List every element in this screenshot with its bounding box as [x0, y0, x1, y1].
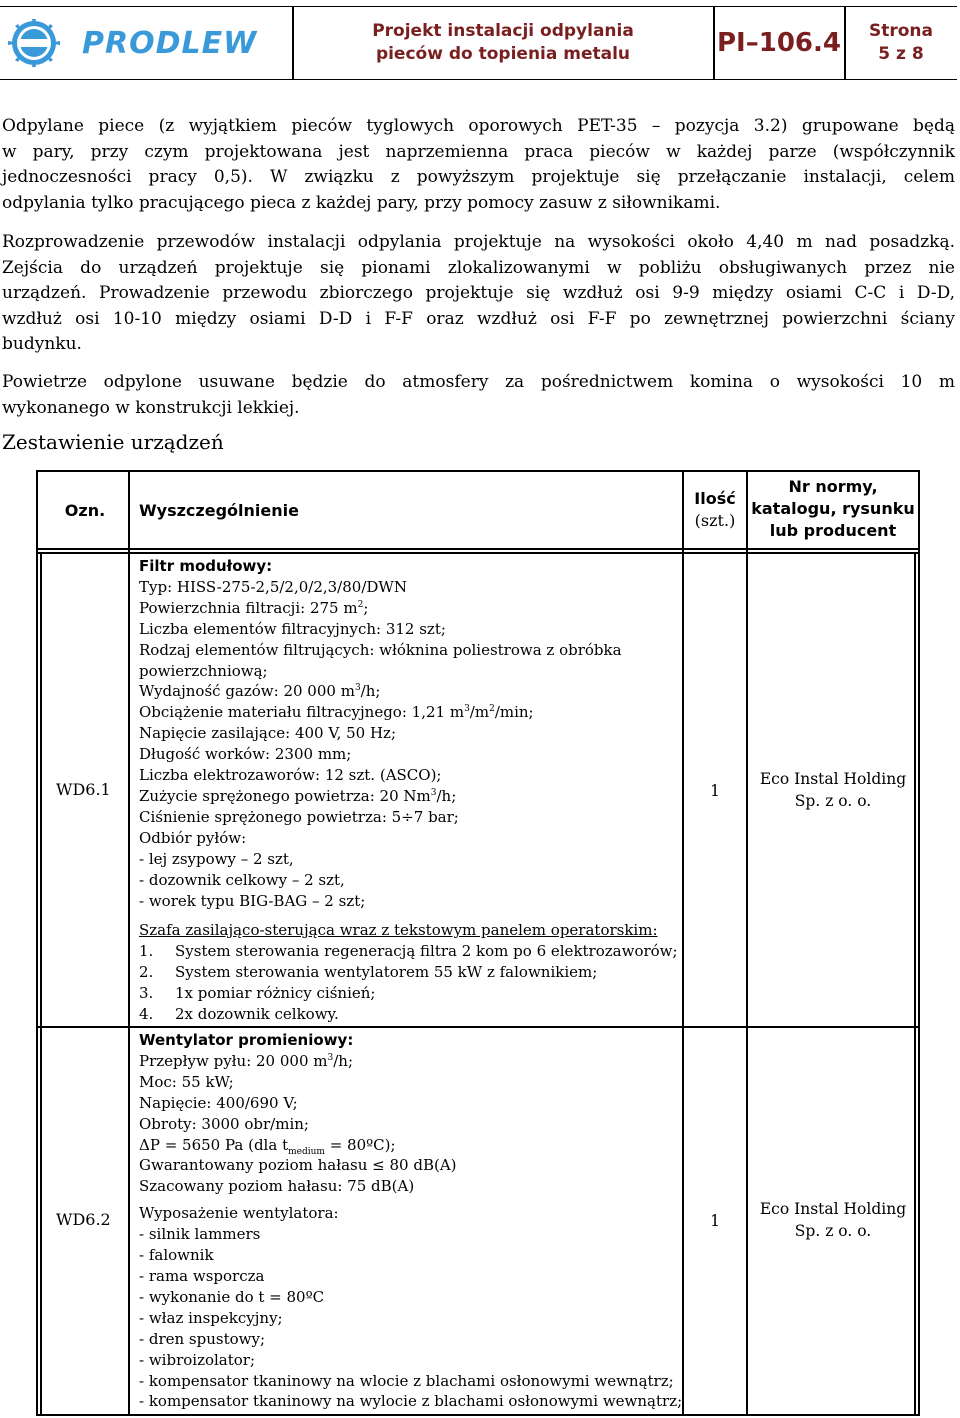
- list-number: 4.: [139, 1005, 154, 1024]
- row-ozn: WD6.2: [56, 1210, 111, 1229]
- spec-line: Przepływ pyłu: 20 000 $m^3/h$;: [139, 1051, 354, 1070]
- page-header: [0, 6, 957, 80]
- list-item: [139, 1004, 684, 1025]
- spec-line: powierzchniową;: [139, 661, 268, 680]
- text-line: urządzeń. Prowadzenie przewodu zbiorczego projektuje się wzdłuż osi 9-9 między osiami C-C i D-D,: [2, 283, 955, 303]
- equipment-line: - silnik lammers: [139, 1225, 261, 1244]
- spec-line: Długość worków: 2300 mm;: [139, 745, 352, 764]
- producer-line2: Sp. z o. o.: [794, 1222, 872, 1240]
- item-title: Wentylator promieniowy:: [139, 1031, 354, 1049]
- spec-line: Zużycie sprężonego powietrza: 20 Nm$^3$/h;: [139, 786, 457, 805]
- equipment-line: - kompensator tkaninowy na wlocie z blachami osłonowymi wewnątrz;: [139, 1371, 674, 1390]
- page-label: Strona: [868, 21, 933, 41]
- row-description: [139, 1030, 684, 1412]
- list-item: [139, 941, 684, 962]
- row-quantity: 1: [710, 782, 720, 800]
- text-line: wykonanego w konstrukcji lekkiej.: [2, 397, 300, 418]
- paragraph-3: [2, 370, 955, 421]
- list-text: System sterowania wentylatorem 55 kW z falownikiem;: [175, 963, 598, 982]
- spec-line: Szacowany poziom hałasu: 75 dB(A): [139, 1177, 415, 1196]
- page-value: 5 z 8: [878, 44, 924, 64]
- project-title: [293, 7, 713, 79]
- text-line: w pary, przy czym projektowana jest naprzemienna praca pieców w każdej parze (współczynnik: [2, 141, 955, 162]
- text-line: wzdłuż osi 10-10 między osiami D-D i F-F oraz wzdłuż osi F-F po zewnętrznej powierzchni ściany: [2, 308, 955, 329]
- header-norm-line2: katalogu, rysunku: [751, 499, 915, 518]
- spec-line: [139, 1135, 684, 1156]
- header-norm: [748, 476, 918, 542]
- spec-line: Rodzaj elementów filtrujących: włóknina poliestrowa z obróbka: [139, 640, 622, 659]
- spec-line: - worek typu BIG-BAG – 2 szt;: [139, 891, 366, 910]
- spec-line: Ciśnienie sprężonego powietrza: 5÷7 bar;: [139, 807, 459, 826]
- list-text: System sterowania regeneracją filtra 2 kom po 6 elektrozaworów;: [175, 942, 678, 961]
- spec-line: Napięcie: 400/690 V;: [139, 1093, 298, 1112]
- spec-line: Gwarantowany poziom hałasu ≤ 80 dB(A): [139, 1156, 457, 1175]
- control-list: [139, 941, 684, 1025]
- header-quantity-line2: (szt.): [694, 511, 736, 530]
- item-title: Filtr modułowy:: [139, 557, 273, 575]
- list-text: 2x dozownik celkowy.: [175, 1005, 339, 1024]
- equipment-line: - dren spustowy;: [139, 1329, 265, 1348]
- header-quantity-line1: Ilość: [694, 489, 736, 508]
- spec-line: Wydajność gazów: 20 000 $m^3/h$;: [139, 682, 381, 701]
- sub-title: Szafa zasilająco-sterująca wraz z tekstowym panelem operatorskim:: [139, 921, 658, 940]
- equipment-line: - wykonanie do t = 80ºC: [139, 1287, 325, 1306]
- spec-line: Powierzchnia filtracji: 275 $m^2$;: [139, 598, 369, 617]
- text-line: Odpylane piece (z wyjątkiem pieców tyglowych oporowych PET-35 – pozycja 3.2) grupowane będą: [2, 116, 955, 136]
- logo-badge-icon: [6, 17, 62, 69]
- list-number: 3.: [139, 984, 154, 1003]
- dp-text: ΔP = 5650 Pa (dla t: [139, 1135, 289, 1154]
- project-title-line2: pieców do topienia metalu: [375, 44, 631, 64]
- equipment-line: - falownik: [139, 1246, 214, 1265]
- header-quantity: [684, 488, 746, 532]
- logo-text: PRODLEW: [82, 25, 258, 61]
- spec-line: Napięcie zasilające: 400 V, 50 Hz;: [139, 724, 396, 743]
- equipment-line: - rama wsporcza: [139, 1266, 265, 1285]
- equipment-line: - kompensator tkaninowy na wylocie z blachami osłonowymi wewnątrz;: [139, 1392, 683, 1411]
- text-line: Rozprowadzenie przewodów instalacji odpylania projektuje na wysokości około 4,40 m nad posadzką.: [2, 232, 955, 252]
- list-number: 2.: [139, 963, 154, 982]
- row-producer: [748, 1198, 918, 1242]
- spec-line: Obroty: 3000 obr/min;: [139, 1114, 309, 1133]
- spec-line: - dozownik celkowy – 2 szt,: [139, 870, 345, 889]
- spec-line: Moc: 55 kW;: [139, 1072, 234, 1091]
- equipment-line: - wibroizolator;: [139, 1350, 256, 1369]
- sub-title: Wyposażenie wentylatora:: [139, 1204, 339, 1223]
- producer-line1: Eco Instal Holding: [759, 770, 907, 788]
- spec-line: Liczba elementów filtracyjnych: 312 szt;: [139, 619, 446, 638]
- list-number: 1.: [139, 942, 154, 961]
- row-description: [139, 556, 684, 1025]
- spec-line: Typ: HISS-275-2,5/2,0/2,3/80/DWN: [139, 577, 407, 596]
- header-norm-line1: Nr normy,: [788, 477, 878, 496]
- list-text: 1x pomiar różnicy ciśnień;: [175, 984, 376, 1003]
- dp-subscript: medium: [288, 1146, 325, 1157]
- paragraph-1: [2, 114, 955, 216]
- company-logo: [0, 7, 292, 79]
- list-item: [139, 983, 684, 1004]
- spec-line: Obciążenie materiału filtracyjnego: 1,21 $m^3/m^2/\min$;: [139, 703, 534, 722]
- producer-line1: Eco Instal Holding: [759, 1200, 907, 1218]
- text-line: jednoczesności pracy 0,5). W związku z powyższym projektuje się przełączanie instalacji, celem: [2, 167, 955, 187]
- text-line: odpylania tylko pracującego pieca z każdej pary, przy pomocy zasuw z siłownikami.: [2, 192, 721, 213]
- row-ozn: WD6.1: [56, 780, 111, 799]
- header-description: Wyszczególnienie: [139, 501, 299, 520]
- row-quantity: 1: [710, 1212, 720, 1230]
- text-line: Powietrze odpylone usuwane będzie do atmosfery za pośrednictwem komina o wysokości 10 m: [2, 372, 955, 392]
- header-norm-line3: lub producent: [769, 521, 897, 540]
- list-item: [139, 962, 684, 983]
- text-line: budynku.: [2, 334, 82, 354]
- page-number: [845, 7, 957, 79]
- equipment-line: - właz inspekcyjny;: [139, 1308, 283, 1327]
- header-ozn: Ozn.: [64, 501, 106, 520]
- project-title-line1: Projekt instalacji odpylania: [372, 21, 634, 41]
- spec-line: Odbiór pyłów:: [139, 828, 247, 847]
- text-line: Zejścia do urządzeń projektuje się pionami zlokalizowanymi w pobliżu obsługiwanych przez nie: [2, 257, 955, 278]
- document-code: PI–106.4: [717, 28, 841, 58]
- dp-tail: = 80ºC);: [324, 1135, 396, 1154]
- producer-line2: Sp. z o. o.: [794, 792, 872, 810]
- section-title: Zestawienie urządzeń: [2, 430, 224, 454]
- spec-line: - lej zsypowy – 2 szt,: [139, 849, 294, 868]
- row-producer: [748, 768, 918, 812]
- paragraph-2: [2, 230, 955, 358]
- spec-line: Liczba elektrozaworów: 12 szt. (ASCO);: [139, 766, 442, 785]
